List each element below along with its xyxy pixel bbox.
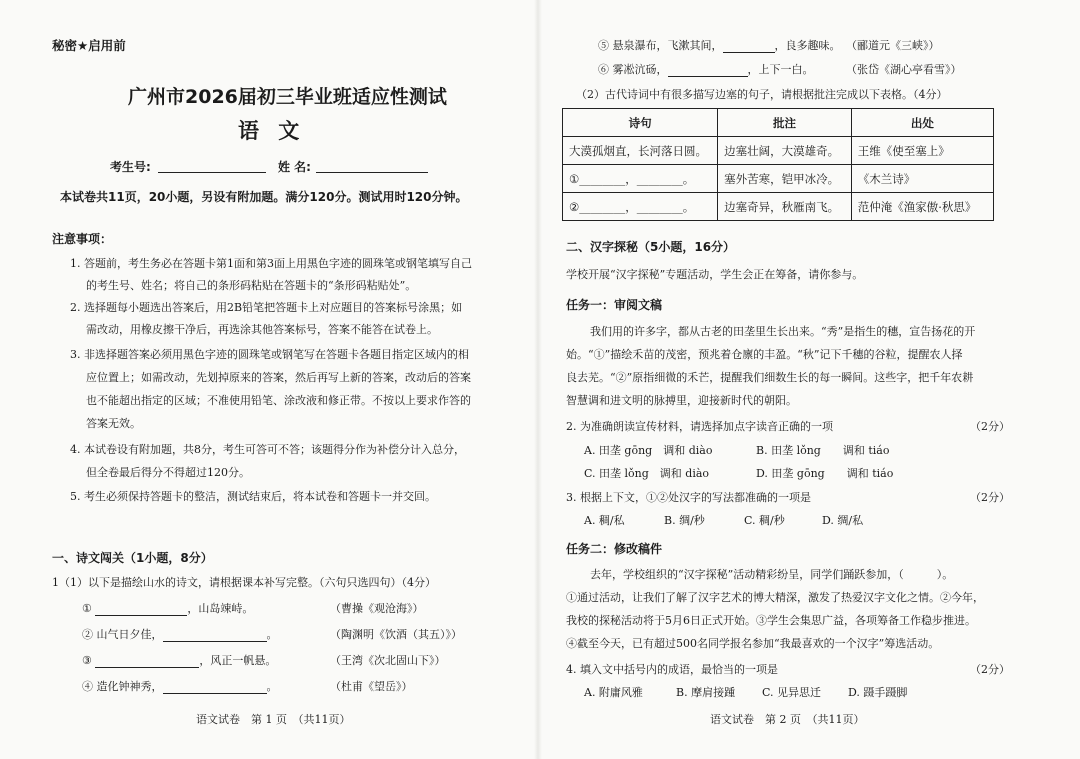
table-cell: 大漠孤烟直，长河落日圆。 [563,137,718,165]
poem-source: （杜甫《望岳》） [330,680,413,693]
exam-title: 广州市2026届初三毕业班适应性测试 [128,86,447,108]
poem-source: （张岱《湖心亭看雪》） [846,63,962,76]
option-a[interactable]: A. 附庸风雅 [584,686,643,699]
question-1-2-prompt: （2）古代诗词中有很多描写边塞的句子，请根据批注完成以下表格。（4分） [576,88,948,101]
exam-number-blank[interactable] [158,172,266,173]
answer-blank[interactable] [163,641,267,642]
answer-blank[interactable] [95,667,199,668]
poem-source: （曹操《观沧海》） [330,602,424,615]
poem-item-6: ⑥ 雾凇沆砀， ，上下一白。 [598,63,814,76]
table-cell: 《木兰诗》 [851,165,993,193]
question-2-score: （2分） [970,420,1010,433]
section-2-title: 二、汉字探秘（5小题，16分） [566,240,736,254]
table-header: 批注 [718,109,852,137]
page-footer-right: 语文试卷 第 2 页 （共11页） [710,713,865,726]
note-line: 需改动，用橡皮擦干净后，再选涂其他答案标号，答案不能答在试卷上。 [86,323,438,336]
table-cell: 王维《使至塞上》 [851,137,993,165]
option-b[interactable]: B. 摩肩接踵 [676,686,736,699]
poem-item-3: ③ ，风正一帆悬。 [82,654,277,667]
passage-line: 始。“①”描绘禾苗的茂密，预兆着仓廪的丰盈。“秋”记下千穗的谷粒，提醒农人择 [566,348,963,361]
note-line: 但全卷最后得分不得超过120分。 [86,466,250,479]
question-1-prompt: 1（1）以下是描绘山水的诗文，请根据课本补写完整。（六句只选四句）（4分） [52,576,436,589]
page-fold [534,0,542,759]
note-line: 1. 答题前，考生务必在答题卡第1面和第3面上用黑色字迹的圆珠笔或钢笔填写自己 [70,257,472,270]
note-line: 的考生号、姓名；将自己的条形码粘贴在答题卡的“条形码粘贴处”。 [86,279,417,292]
note-line: 3. 非选择题答案必须用黑色字迹的圆珠笔或钢笔写在答题卡各题目指定区域内的相 [70,348,469,361]
page-footer-left: 语文试卷 第 1 页 （共11页） [196,713,351,726]
note-line: 也不能超出指定的区域；不准使用铅笔、涂改液和修正带。不按以上要求作答的 [86,394,471,407]
poem-source: （郦道元《三峡》） [846,39,940,52]
option-d[interactable]: D. 蹑手蹑脚 [848,686,908,699]
option-c[interactable]: C. 见异思迁 [762,686,822,699]
poem-source: （陶渊明《饮酒（其五）》） [330,628,462,641]
exam-intro: 本试卷共11页，20小题，另设有附加题。满分120分。测试用时120分钟。 [60,190,468,204]
table-row [563,193,994,221]
poem-item-2: ② 山气日夕佳， 。 [82,628,278,641]
answer-blank[interactable] [668,76,748,77]
task-1-title: 任务一：审阅文稿 [566,298,663,312]
table-cell: 塞外苦寒，铠甲冰冷。 [718,165,852,193]
table-header: 诗句 [563,109,718,137]
poem-item-4: ④ 造化钟神秀， 。 [82,680,278,693]
passage-line: ④截至今天，已有超过500名同学报名参加“我最喜欢的一个汉字”筹选活动。 [566,637,940,650]
table-header: 出处 [851,109,993,137]
note-line: 4. 本试卷设有附加题，共8分，考生可答可不答；该题得分作为补偿分计入总分， [70,443,465,456]
option-b[interactable]: B. 绸/秒 [664,514,705,527]
table-cell: 范仲淹《渔家傲·秋思》 [851,193,993,221]
question-3-prompt: 3. 根据上下文，①②处汉字的写法都准确的一项是 [566,491,811,504]
passage-line: 我校的探秘活动将于5月6日正式开始。③学生会集思广益，各项筹备工作稳步推进。 [566,614,976,627]
answer-blank[interactable] [95,615,187,616]
table-cell: 边塞奇异，秋雁南飞。 [718,193,852,221]
question-2-prompt: 2. 为准确朗读宣传材料，请选择加点字读音正确的一项 [566,420,833,433]
answer-blank[interactable] [163,693,267,694]
task-2-title: 任务二：修改稿件 [566,542,663,556]
note-line: 答案无效。 [86,417,141,430]
poem-source: （王湾《次北固山下》） [330,654,446,667]
notes-title: 注意事项： [52,232,113,246]
question-3-score: （2分） [970,491,1010,504]
option-c[interactable]: C. 田垄 lǒng 调和 diào [584,467,710,480]
option-a[interactable]: A. 稠/私 [584,514,625,527]
note-line: 2. 选择题每小题选出答案后，用2B铅笔把答题卡上对应题目的答案标号涂黑；如 [70,301,463,314]
table-row [563,137,994,165]
poem-item-1: ① ，山岛竦峙。 [82,602,254,615]
table-row [563,165,994,193]
option-b[interactable]: B. 田垄 lǒng 调和 tiáo [756,444,890,457]
table-header-row [563,109,994,137]
passage-line: 我们用的许多字，都从古老的田垄里生长出来。“秀”是指生的穗，宣告扬花的开 [590,325,976,338]
section-2-intro: 学校开展“汉字探秘”专题活动，学生会正在筹备，请你参与。 [566,268,864,281]
answer-blank[interactable] [723,52,775,53]
section-1-title: 一、诗文闯关（1小题，8分） [52,551,213,565]
frontier-poem-table [562,108,994,221]
table-cell-answer[interactable]: ②________，________。 [563,193,718,221]
question-4-prompt: 4. 填入文中括号内的成语，最恰当的一项是 [566,663,778,676]
option-c[interactable]: C. 稠/秒 [744,514,785,527]
subject-title: 语 文 [238,119,306,143]
note-line: 5. 考生必须保持答题卡的整洁，测试结束后，将本试卷和答题卡一并交回。 [70,490,436,503]
table-cell: 边塞壮阔，大漠雄奇。 [718,137,852,165]
passage-line: 良去芜。“②”原指细微的禾芒，提醒我们细数生长的每一瞬间。这些字，把千年农耕 [566,371,974,384]
name-blank[interactable] [316,172,428,173]
option-d[interactable]: D. 田垄 gōng 调和 tiáo [756,467,894,480]
passage-line: 智慧调和进文明的脉搏里，迎接新时代的朝阳。 [566,394,797,407]
question-4-score: （2分） [970,663,1010,676]
poem-item-5: ⑤ 悬泉瀑布，飞漱其间， ，良多趣味。 [598,39,841,52]
exam-number-label: 考生号: [110,160,151,174]
table-cell-answer[interactable]: ①________，________。 [563,165,718,193]
confidential-mark: 秘密★启用前 [52,38,126,53]
option-d[interactable]: D. 绸/私 [822,514,864,527]
option-a[interactable]: A. 田垄 gōng 调和 diào [584,444,713,457]
passage-line: 去年，学校组织的“汉字探秘”活动精彩纷呈，同学们踊跃参加，（ ）。 [590,568,954,581]
name-label: 姓 名: [278,160,311,174]
note-line: 应位置上；如需改动，先划掉原来的答案，然后再写上新的答案，改动后的答案 [86,371,471,384]
passage-line: ①通过活动，让我们了解了汉字艺术的博大精深，激发了热爱汉字文化之情。②今年， [566,591,984,604]
